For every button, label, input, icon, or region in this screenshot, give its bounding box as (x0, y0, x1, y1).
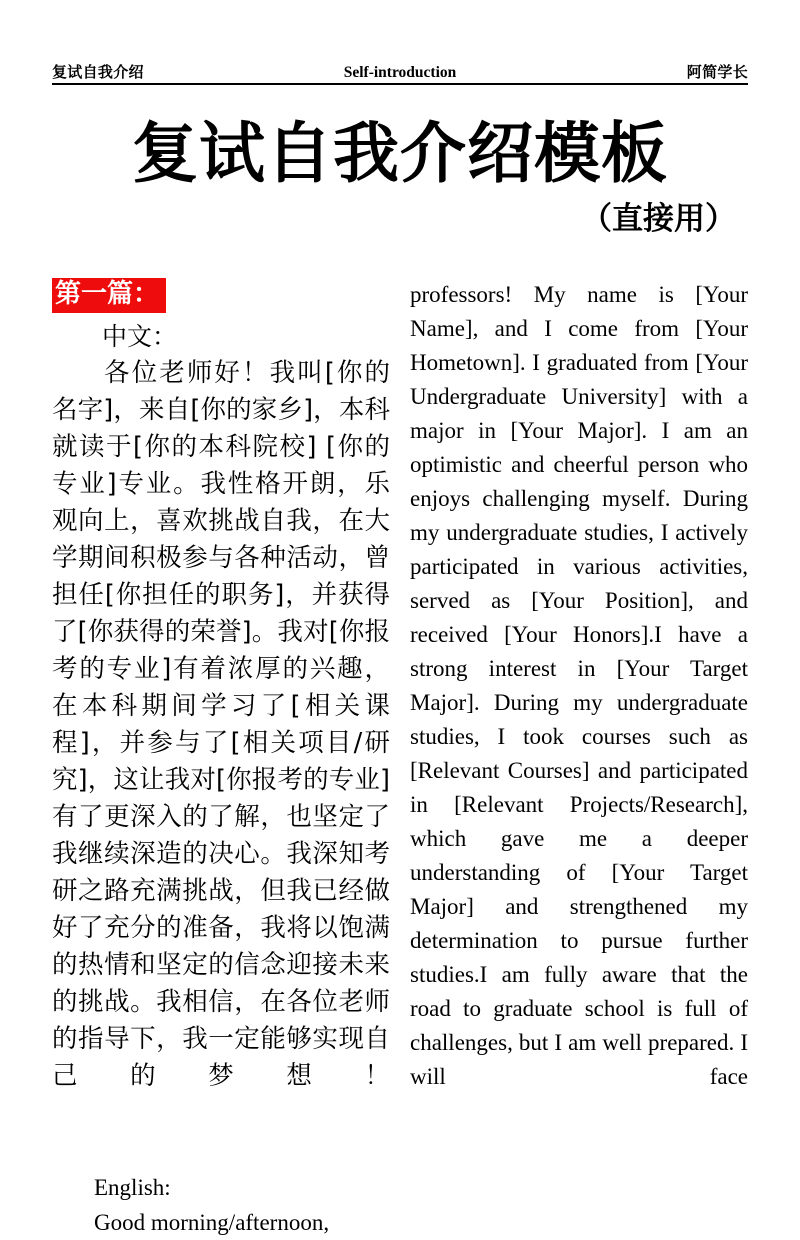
section-badge-first: 第一篇： (52, 278, 166, 313)
left-column (52, 278, 390, 1240)
page-subtitle: （直接用） (581, 201, 736, 238)
chinese-paragraph: 各位老师好！我叫[你的名字]，来自[你的家乡]，本科就读于[你的本科院校] [你的专业]专业。我性格开朗，乐观向上，喜欢挑战自我，在大学期间积极参与各种活动，曾担任[你担任的职务]，并获得了[你获得的荣誉]。我对[你报考的专业]有着浓厚的兴趣，在本科期间学习了[相关课程]，并参与了[相关项目/研究]，这让我对[你报考的专业]有了更深入的了解，也坚定了我继续深造的决心。我深知考研之路充满挑战，但我已经做好了充分的准备，我将以饱满的热情和坚定的信念迎接未来的挑战。我相信，在各位老师的指导下，我一定能够实现自己的梦想！ (52, 357, 390, 1091)
english-paragraph-continued: professors! My name is [Your Name], and I come from [Your Hometown]. I graduated from [Your Undergraduate University] with a major in [Your Major]. I am an optimistic and cheerful person who enjoys challenging myself. During my undergraduate studies, I actively participated in various activities, served as [Your Position], and received [Your Honors].I have a strong interest in [Your Target Major]. During my undergraduate studies, I took courses such as [Relevant Courses] and participated in [Relevant Projects/Research], which gave me a deeper understanding of [Your Target Major] and strengthened my determination to pursue further studies.I am fully aware that the road to graduate school is full of challenges, but I am well prepared. I will face (410, 282, 748, 1089)
document-running-header (52, 55, 748, 85)
right-column (410, 278, 748, 1128)
header-left-text: 复试自我介绍 (52, 63, 144, 81)
title-block (52, 115, 748, 238)
chinese-label: 中文： (102, 321, 178, 351)
header-right-text: 阿简学长 (686, 63, 748, 81)
header-center-text: Self-introduction (343, 63, 457, 81)
page-title: 复试自我介绍模板 (132, 115, 668, 192)
english-label: English: (94, 1174, 171, 1200)
body-columns (52, 278, 748, 1235)
english-opening-line: Good morning/afternoon, (94, 1209, 330, 1235)
